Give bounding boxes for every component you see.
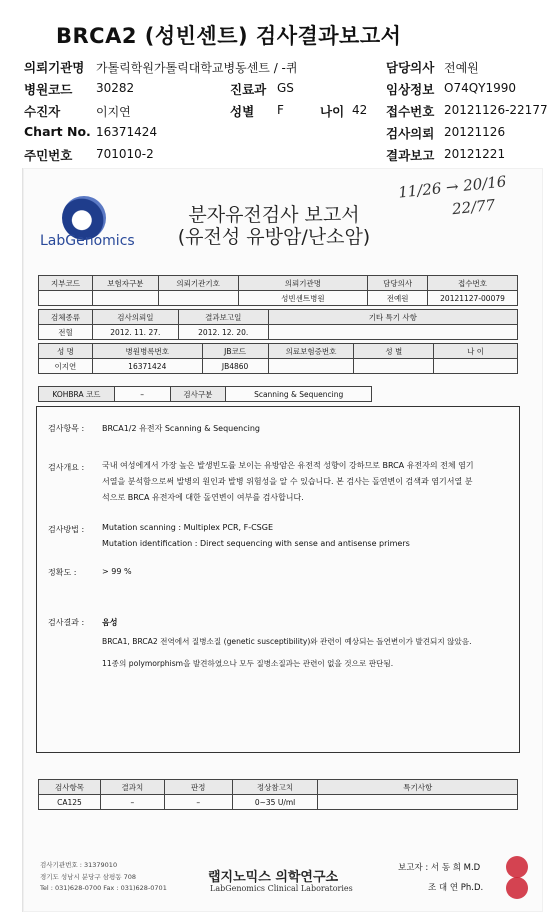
method-label: 검사방법 :: [48, 525, 85, 534]
label-doctor: 담당의사: [386, 60, 435, 75]
table-cell: [158, 291, 238, 306]
table-header-cell: 지부코드: [39, 276, 93, 291]
logo-text: LabGenomics: [40, 233, 135, 249]
value-sex: F: [277, 103, 284, 117]
table-cell: [434, 359, 518, 374]
value-receipt-no: 20121126-22177: [444, 103, 548, 117]
value-department: GS: [277, 81, 294, 95]
table-header-cell: 의료보험증번호: [268, 344, 354, 359]
table-row: [39, 325, 518, 340]
overview-line: 국내 여성에게서 가장 높은 발생빈도를 보이는 유방암은 유전적 성향이 강하므로 BRCA 유전자의 전체 염기: [102, 461, 474, 470]
report-title: BRCA2 (성빈센트) 검사결과보고서: [56, 24, 402, 48]
ca125-table: [38, 779, 518, 810]
table-cell: 전혈: [39, 325, 93, 340]
label-clinical-info: 임상정보: [386, 82, 435, 97]
kohbra-label: KOHBRA 코드: [39, 387, 115, 402]
test-item-text: BRCA1/2 유전자 Scanning & Sequencing: [102, 424, 260, 433]
overview-line: 서열을 분석함으로써 발병의 원인과 발병 위험성을 알 수 있습니다. 본 검사는 돌연변이 검색과 염기서열 분: [102, 477, 473, 486]
table-row: [39, 359, 518, 374]
table-header-cell: 결과치: [100, 780, 164, 795]
table-row: [39, 276, 518, 291]
test-type-value: Scanning & Sequencing: [226, 387, 372, 402]
report-main-title: 분자유전검사 보고서: [188, 204, 360, 226]
table-header-cell: 보험자구분: [92, 276, 158, 291]
value-report-date: 20121221: [444, 147, 506, 161]
patient-detail-table: [38, 343, 518, 374]
table-row: [39, 387, 372, 402]
patient-info-table: [38, 275, 518, 306]
value-hospital-code: 30282: [96, 81, 135, 95]
table-row: [39, 310, 518, 325]
footer-license: 검사기관번호 : 31379010: [40, 861, 118, 869]
test-type-label: 검사구분: [170, 387, 226, 402]
table-header-cell: 의뢰기관명: [238, 276, 368, 291]
table-header-cell: 판정: [164, 780, 232, 795]
value-doctor: 전예원: [444, 61, 479, 75]
table-header-cell: 검체종류: [39, 310, 93, 325]
reporter-2: 조 대 연 Ph.D.: [428, 883, 484, 893]
overview-text: [102, 458, 514, 506]
table-header-cell: 병원병록번호: [92, 344, 202, 359]
table-cell: 16371424: [92, 359, 202, 374]
table-header-cell: 검사항목: [39, 780, 101, 795]
label-hospital-code: 병원코드: [24, 82, 73, 97]
value-age: 42: [352, 103, 368, 117]
footer-org-english: LabGenomics Clinical Laboratories: [210, 884, 353, 893]
method-line: Mutation scanning : Multiplex PCR, F-CSGE: [102, 523, 274, 532]
label-patient: 수진자: [24, 104, 61, 119]
table-header-cell: 나 이: [434, 344, 518, 359]
table-cell: 2012. 12. 20.: [178, 325, 268, 340]
accuracy-label: 정확도 :: [48, 568, 77, 577]
table-cell: CA125: [39, 795, 101, 810]
label-request-date: 검사의뢰: [386, 126, 435, 141]
specimen-info-table: [38, 309, 518, 340]
label-report-date: 결과보고: [386, 148, 435, 163]
overview-line: 석으로 BRCA 유전자에 대한 돌연변이 여부를 검사합니다.: [102, 493, 304, 502]
table-row: [39, 344, 518, 359]
table-cell: 2012. 11. 27.: [92, 325, 178, 340]
table-cell: [39, 291, 93, 306]
table-header-cell: 담당의사: [368, 276, 428, 291]
table-header-cell: 검사의뢰일: [92, 310, 178, 325]
result-line: 11종의 polymorphism을 발견하였으나 모두 질병소질과는 관련이 없을 것으로 판단됨.: [102, 659, 394, 668]
result-label: 검사결과 :: [48, 618, 85, 627]
footer-address: 경기도 성남시 분당구 삼평동 708: [40, 873, 137, 881]
handwritten-note-2: 22/77: [451, 195, 497, 219]
table-cell: 이지연: [39, 359, 93, 374]
method-text: [102, 520, 410, 552]
table-cell: 0~35 U/ml: [232, 795, 318, 810]
accuracy-value: > 99 %: [102, 567, 132, 576]
table-header-cell: JB코드: [202, 344, 268, 359]
table-cell: [268, 325, 517, 340]
reporter-1: 보고자 : 서 동 희 M.D: [398, 863, 481, 873]
value-resident-no: 701010-2: [96, 147, 154, 161]
table-cell: JB4860: [202, 359, 268, 374]
label-institution: 의뢰기관명: [24, 60, 85, 75]
table-header-cell: 특기사항: [318, 780, 518, 795]
table-row: [39, 795, 518, 810]
table-cell: [354, 359, 434, 374]
seal-stamp-icon: [506, 856, 528, 878]
kohbra-table: [38, 386, 372, 402]
value-patient: 이지연: [96, 105, 131, 119]
label-chart-no: Chart No.: [24, 124, 91, 139]
table-header-cell: 성 별: [354, 344, 434, 359]
handwritten-note-1: 11/26 → 20/16: [397, 172, 508, 202]
label-department: 진료과: [230, 82, 267, 97]
table-cell: [268, 359, 354, 374]
label-sex: 성별: [230, 104, 255, 119]
table-cell: –: [164, 795, 232, 810]
footer-contact: Tel : 031)628-0700 Fax : 031)628-0701: [40, 884, 167, 892]
value-clinical-info: O74QY1990: [444, 81, 517, 95]
value-chart-no: 16371424: [96, 125, 158, 139]
label-receipt-no: 접수번호: [386, 104, 435, 119]
result-heading: 음성: [102, 618, 118, 627]
table-header-cell: 정상참고치: [232, 780, 318, 795]
table-row: [39, 780, 518, 795]
report-sub-title: (유전성 유방암/난소암): [177, 226, 371, 248]
label-resident-no: 주민번호: [24, 148, 73, 163]
table-cell: 20121127-00079: [428, 291, 518, 306]
table-cell: [318, 795, 518, 810]
table-header-cell: 성 명: [39, 344, 93, 359]
value-request-date: 20121126: [444, 125, 506, 139]
overview-label: 검사개요 :: [48, 463, 85, 472]
table-cell: 전예원: [368, 291, 428, 306]
result-line: BRCA1, BRCA2 전역에서 질병소질 (genetic susceptibility)와 관련이 예상되는 돌연변이가 발견되지 않았음.: [102, 637, 472, 646]
table-header-cell: 기타 특기 사항: [268, 310, 517, 325]
method-line: Mutation identification : Direct sequencing with sense and antisense primers: [102, 539, 410, 548]
table-header-cell: 의뢰기관기호: [158, 276, 238, 291]
label-age: 나이: [320, 104, 345, 119]
test-item-label: 검사항목 :: [48, 424, 85, 433]
kohbra-value: –: [114, 387, 170, 402]
footer-org-korean: 랩지노믹스 의학연구소: [208, 870, 339, 885]
table-cell: [92, 291, 158, 306]
table-row: [39, 291, 518, 306]
table-header-cell: 접수번호: [428, 276, 518, 291]
result-text: [102, 634, 472, 672]
value-institution: 가톨릭학원가톨릭대학교병동센트 / -퀴: [96, 61, 298, 75]
table-cell: –: [100, 795, 164, 810]
table-header-cell: 결과보고일: [178, 310, 268, 325]
seal-stamp-icon: [506, 877, 528, 899]
table-cell: 성빈센트병원: [238, 291, 368, 306]
